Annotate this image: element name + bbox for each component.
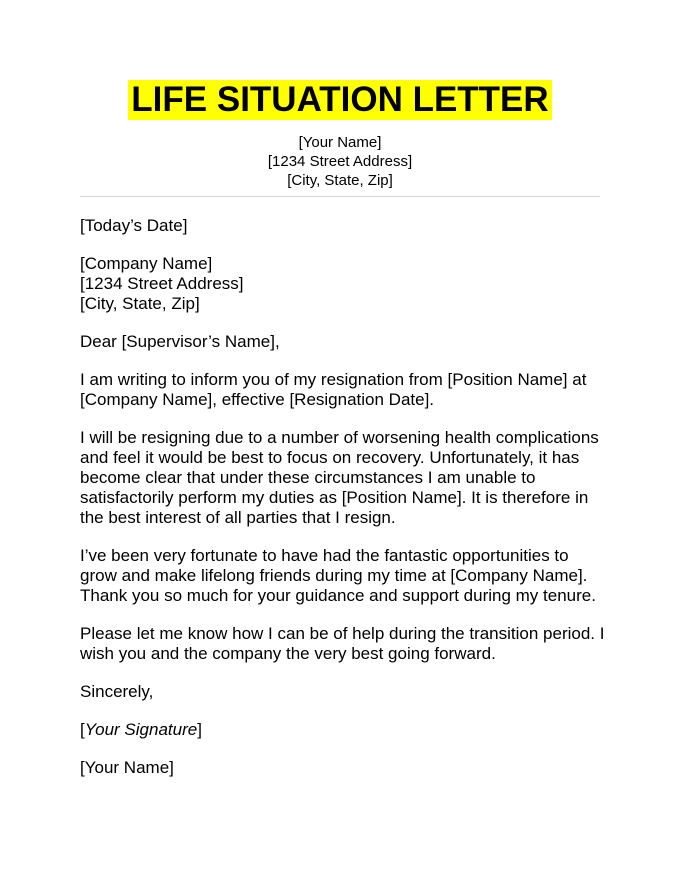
signoff-name: [Your Name] (80, 758, 174, 777)
paragraph-3: I’ve been very fortunate to have had the fantastic opportunities to grow and make lifelong friends during my time at [Company Name]. Thank you so much for your guidance and support during my tenure. (80, 546, 596, 605)
closing: Sincerely, (80, 682, 154, 701)
signature-placeholder: Your Signature (84, 720, 198, 739)
letter-date: [Today’s Date] (80, 216, 188, 235)
paragraph-1: I am writing to inform you of my resignation from [Position Name] at [Company Name], effective [Resignation Date]. (80, 370, 587, 409)
recipient-address-block (80, 254, 610, 314)
sender-name: [Your Name] (298, 134, 382, 151)
signature-line (80, 720, 610, 740)
signature-open-bracket: [ (80, 720, 85, 739)
header-divider (80, 196, 600, 197)
title-wrap (0, 80, 680, 120)
salutation: Dear [Supervisor’s Name], (80, 332, 280, 351)
recipient-company: [Company Name] (80, 254, 213, 273)
sender-address: [1234 Street Address] (267, 153, 413, 170)
sender-header (0, 133, 680, 190)
letter-body (80, 216, 610, 796)
sender-city-state-zip: [City, State, Zip] (287, 172, 393, 189)
recipient-address: [1234 Street Address] (80, 274, 244, 293)
paragraph-4: Please let me know how I can be of help during the transition period. I wish you and the company the very best going forward. (80, 624, 605, 663)
recipient-city-state-zip: [City, State, Zip] (80, 294, 200, 313)
paragraph-2: I will be resigning due to a number of worsening health complications and feel it would be best to focus on recovery. Unfortunately, it has become clear that under these circumstances I am unable to satisfactorily perform my duties as [Position Name]. It is therefore in the best interest of all parties that I resign. (80, 428, 599, 527)
signature-close-bracket: ] (197, 720, 202, 739)
page-title: LIFE SITUATION LETTER (128, 80, 551, 120)
